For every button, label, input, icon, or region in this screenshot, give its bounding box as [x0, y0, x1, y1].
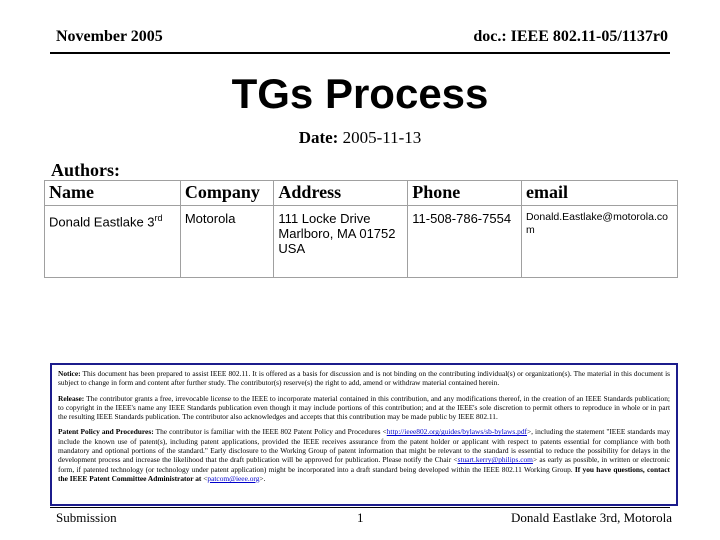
column-header-name: Name: [45, 181, 181, 206]
address-line: USA: [278, 241, 306, 256]
patent-text: The contributor is familiar with the IEEE 802 Patent Policy and Procedures <: [155, 427, 387, 437]
footer-author: Donald Eastlake 3rd, Motorola: [510, 510, 672, 525]
notice-text: This document has been prepared to assist IEEE 802.11. It is offered as a basis for discussion and is not binding on the contributing individual(s) or organization(s). The material in this document is subject to change in form and content after further study. The contributor(s) reserve(s) the right to add, amend or withdraw material contained herein.: [58, 369, 671, 388]
page-title: TGs Process: [231, 70, 489, 117]
address-line: 111 Locke Drive: [278, 211, 371, 226]
header-doc-id: doc.: IEEE 802.11-05/1137r0: [473, 28, 668, 45]
date-label: Date:: [298, 128, 339, 147]
cell-address: [274, 206, 408, 278]
bylaws-link[interactable]: http://ieee802.org/guides/bylaws/sb-bylaws.pdf: [386, 427, 527, 437]
column-header-company: Company: [180, 181, 274, 206]
footer-page-number: 1: [357, 510, 364, 525]
cell-email: Donald.Eastlake@motorola.com: [521, 206, 677, 278]
patent-text: >.: [259, 473, 266, 483]
authors-heading: Authors:: [51, 160, 121, 180]
notice-label: Notice:: [58, 369, 81, 378]
address-line: Marlboro, MA 01752: [278, 226, 396, 241]
cell-phone: 11-508-786-7554: [408, 206, 522, 278]
release-paragraph: [58, 394, 670, 422]
date-value: 2005-11-13: [342, 128, 422, 147]
release-label: Release:: [58, 393, 85, 403]
header-date: November 2005: [56, 28, 163, 45]
authors-table-header-row: [45, 181, 678, 206]
author-name: Donald Eastlake 3: [49, 214, 155, 230]
release-text: The contributor grants a free, irrevocable license to the IEEE to incorporate material contained in this contribution, and any modifications thereof, in the creation of an IEEE Standards publication; to copyright in the IEEE's name any IEEE Standards publication even though it may include portions of this contribution; and at the IEEE's sole discretion to permit others to reproduce in whole or in part the resulting IEEE Standards publication. The contributor also acknowledges and accepts that this contribution may be made public by IEEE 802.11.: [58, 393, 670, 422]
authors-table: [44, 180, 678, 278]
patent-text: > as early as possible, in written or electronic form, if patented technology (or technology under patent application) might be incorporated into a draft standard being developed within the IEEE 802.11 Working Group.: [58, 455, 670, 474]
patent-text: <: [201, 473, 208, 483]
patent-label: Patent Policy and Procedures:: [58, 427, 154, 437]
header-divider: [50, 52, 670, 54]
column-header-email: email: [521, 181, 677, 206]
column-header-address: Address: [274, 181, 408, 206]
patcom-email-link[interactable]: patcom@ieee.org: [207, 473, 260, 483]
ieee-notice-box: [50, 363, 678, 506]
column-header-phone: Phone: [408, 181, 522, 206]
date-line: [0, 128, 720, 148]
footer-divider: [50, 507, 670, 508]
footer-submission: Submission: [56, 510, 117, 525]
author-name-suffix: rd: [154, 213, 163, 223]
patent-contact-bold: If you have questions, contact the IEEE Patent Committee Administrator at: [58, 464, 670, 483]
cell-name: [45, 206, 181, 278]
chair-email-link[interactable]: stuart.kerry@philips.com: [457, 455, 533, 465]
cell-company: Motorola: [180, 206, 274, 278]
patent-text: >, including the statement "IEEE standards may include the known use of patent(s), including patent applications, provided the IEEE receives assurance from the patent holder or applicant with respect to patents essential for compliance with both mandatory and optional portions of the standard." Early disclosure to the Working Group of patent information that might be relevant to the standard is essential to reduce the possibility for delays in the development process and increase the likelihood that the draft publication will be approved for publication. Please notify the Chair <: [58, 427, 671, 465]
patent-paragraph: [58, 427, 670, 483]
table-row: [45, 206, 678, 278]
notice-paragraph: [58, 369, 670, 388]
